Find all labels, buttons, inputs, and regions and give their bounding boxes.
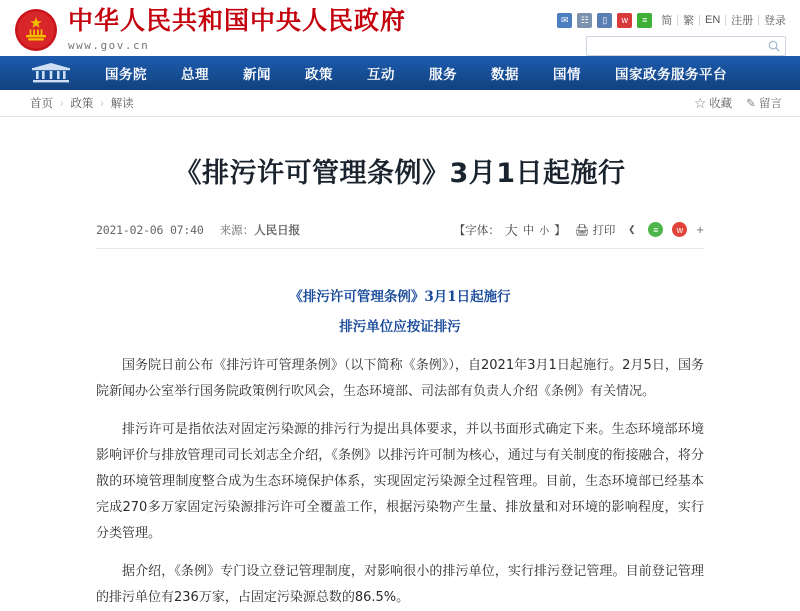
divider: | bbox=[757, 14, 760, 26]
chevron-right-icon: › bbox=[60, 97, 64, 109]
article-subtitles bbox=[96, 285, 704, 335]
search-input[interactable] bbox=[591, 38, 767, 54]
divider: | bbox=[724, 14, 728, 26]
nav-item-service-platform[interactable]: 国家政务服务平台 bbox=[615, 67, 727, 83]
breadcrumb-bar bbox=[0, 90, 800, 117]
divider: | bbox=[698, 14, 701, 26]
search-box[interactable] bbox=[586, 36, 786, 56]
login-link[interactable]: 登录 bbox=[764, 15, 786, 27]
source-name[interactable]: 人民日报 bbox=[254, 224, 301, 237]
nav-item-zhengce[interactable]: 政策 bbox=[305, 67, 333, 83]
wechat-share-icon[interactable]: ≡ bbox=[648, 222, 663, 237]
nav-item-zongli[interactable]: 总理 bbox=[181, 67, 209, 83]
article-paragraph: 排污许可是指依法对固定污染源的排污行为提出具体要求，并以书面形式确定下来。生态环境部环境影响评价与排放管理司司长刘志全介绍，《条例》以排污许可制为核心，通过与有关制度的衔接融合，将分散的环境管理制度整合成为生态环境保护体系，实现固定污染源全过程管理。目前，生态环境部已经基本完成270多万家固定污染源排污许可全覆盖工作，根据污染物产生量、排放量和对环境的影响程度，实行分类管理。 bbox=[96, 422, 704, 541]
publish-date: 2021-02-06 07:40 bbox=[96, 222, 204, 237]
chevron-right-icon: › bbox=[100, 97, 104, 109]
gov-home-icon[interactable] bbox=[14, 56, 88, 90]
nav-item-guowuyuan[interactable]: 国务院 bbox=[105, 67, 147, 83]
collect-label: 收藏 bbox=[709, 98, 733, 110]
weibo-share-icon[interactable]: w bbox=[672, 222, 687, 237]
share-icon[interactable]: ❮ bbox=[628, 224, 636, 234]
font-size-large[interactable]: 大 bbox=[504, 223, 518, 238]
article-tools bbox=[454, 220, 704, 239]
nav-item-shuju[interactable]: 数据 bbox=[491, 67, 519, 83]
nav-item-hudong[interactable]: 互动 bbox=[367, 67, 395, 83]
breadcrumb-item-policy[interactable]: 政策 bbox=[70, 98, 94, 110]
lang-traditional[interactable]: 繁 bbox=[683, 15, 695, 27]
divider: | bbox=[676, 14, 680, 26]
collect-button[interactable] bbox=[694, 95, 732, 111]
nav-item-xinwen[interactable]: 新闻 bbox=[243, 67, 271, 83]
pencil-icon: ✎ bbox=[746, 98, 756, 110]
search-icon[interactable] bbox=[767, 39, 781, 53]
font-size-control bbox=[454, 220, 566, 239]
site-brand[interactable] bbox=[68, 6, 406, 52]
article-body bbox=[96, 353, 704, 611]
article-subtitle-primary: 《排污许可管理条例》3月1日起施行 bbox=[289, 289, 511, 305]
lang-simplified[interactable]: 简 bbox=[661, 15, 673, 27]
breadcrumb bbox=[30, 95, 134, 111]
site-title: 中华人民共和国中央人民政府 bbox=[68, 6, 407, 35]
breadcrumb-item-home[interactable]: 首页 bbox=[30, 98, 53, 110]
header-right bbox=[557, 6, 786, 56]
font-size-small[interactable]: 小 bbox=[539, 226, 550, 237]
main-navigation bbox=[0, 56, 800, 90]
site-domain: www.gov.cn bbox=[68, 39, 150, 52]
mail-icon[interactable]: ✉ bbox=[557, 13, 572, 28]
nav-item-fuwu[interactable]: 服务 bbox=[429, 67, 457, 83]
header-icon-row bbox=[557, 12, 786, 28]
wechat-icon[interactable]: ≡ bbox=[637, 13, 652, 28]
nav-item-guoqing[interactable]: 国情 bbox=[553, 67, 581, 83]
lang-english[interactable]: EN bbox=[705, 14, 721, 26]
article-subtitle-secondary: 排污单位应按证排污 bbox=[339, 319, 461, 335]
article-paragraph: 国务院日前公布《排污许可管理条例》（以下简称《条例》），自2021年3月1日起施行。2月5日，国务院新闻办公室举行国务院政策例行吹风会，生态环境部、司法部有负责人介绍《条例》有关情况。 bbox=[96, 358, 704, 399]
national-emblem-icon bbox=[14, 8, 58, 52]
article-meta bbox=[96, 220, 704, 249]
page-title: 《排污许可管理条例》3月1日起施行 bbox=[174, 158, 626, 189]
share-more-button[interactable]: + bbox=[696, 222, 704, 237]
language-links bbox=[661, 12, 786, 28]
printer-icon: 🖨 bbox=[574, 224, 590, 237]
breadcrumb-actions bbox=[694, 95, 782, 111]
print-button[interactable] bbox=[575, 222, 616, 238]
weibo-icon[interactable]: w bbox=[617, 13, 632, 28]
article-paragraph: 据介绍，《条例》专门设立登记管理制度，对影响很小的排污单位，实行排污登记管理。目前登记管理的排污单位有236万家，占固定污染源总数的86.5%。 bbox=[96, 564, 704, 605]
font-size-medium[interactable]: 中 bbox=[522, 224, 535, 237]
print-label: 打印 bbox=[592, 224, 616, 237]
article bbox=[0, 117, 800, 611]
font-label-end: 】 bbox=[554, 224, 566, 237]
register-link[interactable]: 注册 bbox=[731, 15, 754, 27]
mobile-icon[interactable]: ▯ bbox=[597, 13, 612, 28]
message-label: 留言 bbox=[759, 98, 782, 110]
star-icon: ☆ bbox=[694, 98, 706, 110]
message-button[interactable] bbox=[746, 95, 782, 111]
source-label: 来源： bbox=[219, 224, 255, 237]
breadcrumb-item-interpretation[interactable]: 解读 bbox=[110, 98, 134, 110]
message-icon[interactable]: ☷ bbox=[577, 13, 592, 28]
font-label: 【字体： bbox=[453, 224, 500, 237]
site-header bbox=[0, 0, 800, 56]
